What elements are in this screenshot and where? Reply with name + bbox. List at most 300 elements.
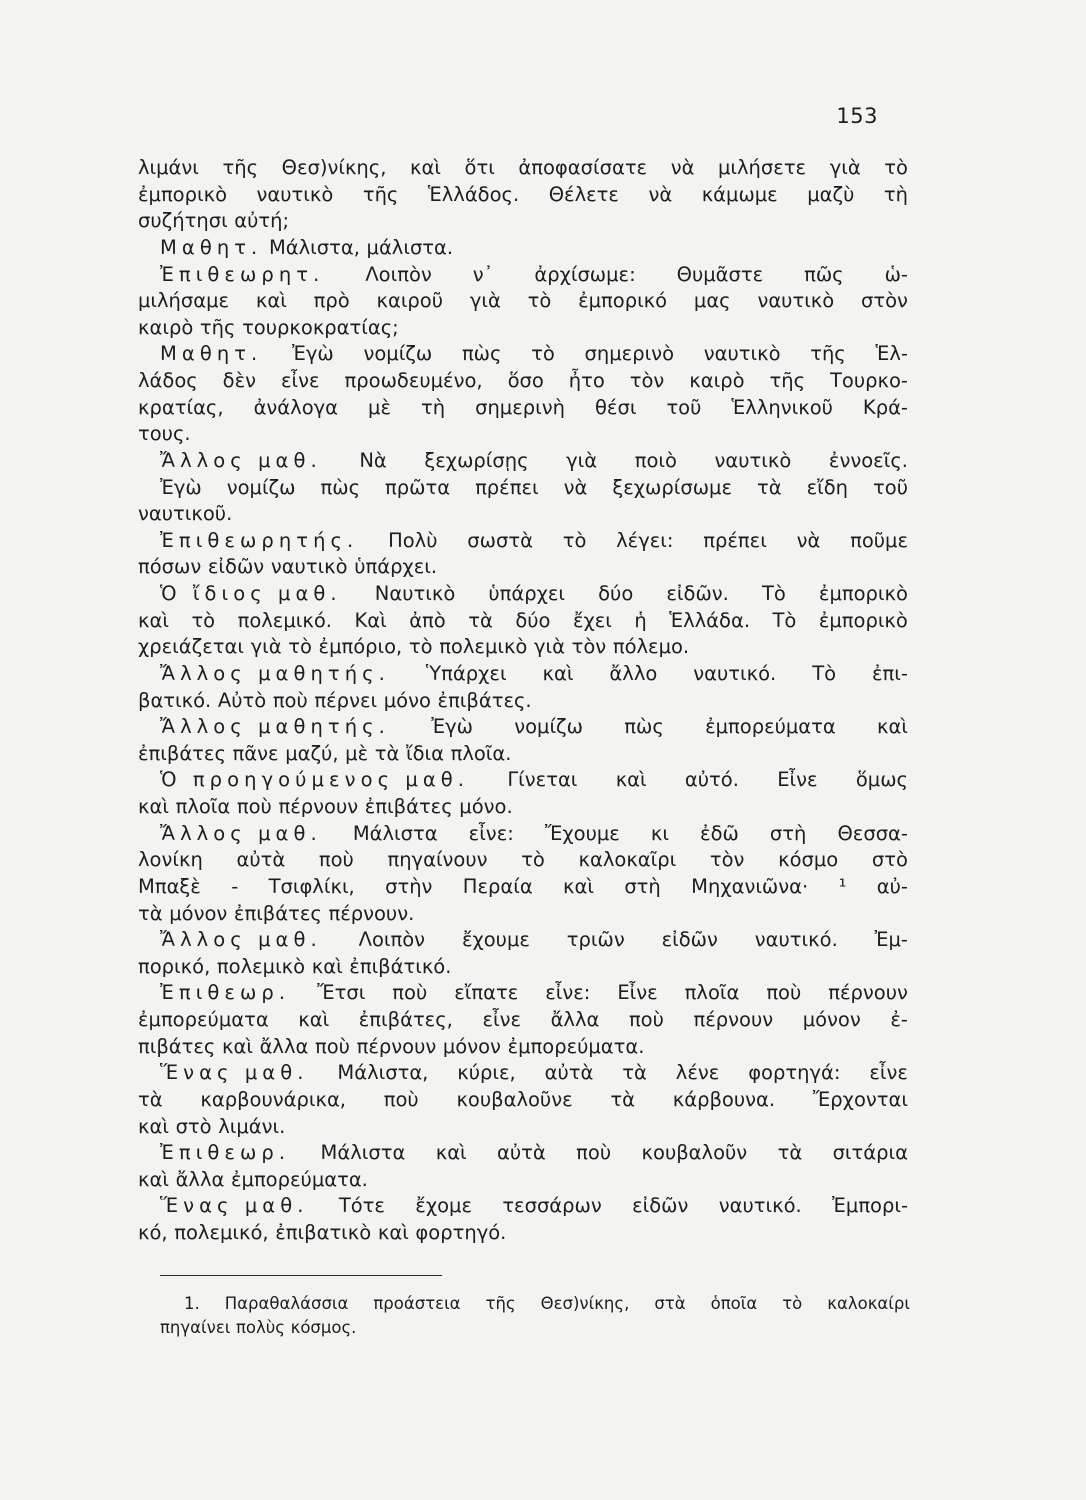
speaker-label: Ἄλλος μαθ. xyxy=(160,448,322,472)
word: αὐτό. xyxy=(684,768,739,792)
word: ἀπὸ xyxy=(409,608,446,632)
word: μας xyxy=(693,289,731,313)
word: Ἐμ- xyxy=(874,928,908,952)
word: Τότε xyxy=(338,1194,385,1218)
word: κύριε, xyxy=(457,1061,516,1085)
word: καὶ xyxy=(311,954,343,978)
text-line xyxy=(138,1193,908,1220)
word: τουρκοκρατίας; xyxy=(242,315,399,339)
word: ποὺ xyxy=(318,848,354,872)
text-line xyxy=(138,182,908,209)
word: μόνο. xyxy=(459,795,513,818)
word: κόσμο xyxy=(778,848,839,872)
word: στὴν xyxy=(385,874,433,898)
word: ἐδῶ xyxy=(700,821,739,845)
word: τῆς xyxy=(362,182,399,206)
speaker-label: Ὁ ἴδιος μαθ. xyxy=(160,582,342,605)
word: ἀνάλογα xyxy=(253,395,339,419)
word: τὰ xyxy=(610,1087,635,1111)
text-line xyxy=(138,315,908,342)
text-line xyxy=(138,235,908,262)
body-text xyxy=(138,155,908,1247)
word: ἄλλα xyxy=(259,1034,309,1058)
text-line xyxy=(138,208,908,235)
text-line xyxy=(138,475,908,502)
word: ν᾽ xyxy=(472,262,494,286)
word: Μάλιστα, xyxy=(337,1061,429,1085)
word: ποὺ xyxy=(628,1008,664,1031)
text-line xyxy=(138,634,908,661)
word: τὸ xyxy=(527,289,552,313)
word: πέρνει xyxy=(314,688,378,712)
word: γιὰ xyxy=(534,635,565,659)
word: Μάλιστα xyxy=(352,821,438,845)
word: τὸ xyxy=(191,608,216,632)
word: Μάλιστα xyxy=(320,1141,406,1165)
speaker-label: Ἄλλος μαθ. xyxy=(160,928,322,952)
word: εἰδῶν xyxy=(207,555,265,579)
word: ξεχωρίσῃς xyxy=(424,448,529,472)
word: χρειάζεται xyxy=(138,635,244,659)
speaker-label: Ἕνας μαθ. xyxy=(160,1194,309,1218)
word: καὶ xyxy=(877,715,908,739)
word: δὲν xyxy=(222,369,257,392)
word: πρέπει xyxy=(475,475,539,499)
word: νὰ xyxy=(563,475,588,499)
word: τῆς xyxy=(769,369,806,392)
word: ξεχωρίσωμε xyxy=(612,475,732,499)
text-line xyxy=(138,1220,908,1247)
word: μαζὺ xyxy=(807,182,855,206)
word: τὸν xyxy=(629,369,665,392)
word: καὶ xyxy=(435,1141,467,1165)
word: ναυτικό. xyxy=(754,928,838,952)
word: πόσων xyxy=(138,555,202,579)
word: νὰ xyxy=(796,528,821,552)
word: καὶ xyxy=(563,874,594,898)
word: νομίζω xyxy=(363,342,433,366)
word: εἶνε xyxy=(869,1061,908,1085)
word: στὰ xyxy=(654,1294,686,1313)
word: Ναυτικὸ xyxy=(374,582,456,605)
word: Τὸ xyxy=(812,661,837,685)
word: ἴδια xyxy=(405,741,444,765)
word: λιμάνι xyxy=(138,156,199,179)
text-line xyxy=(138,767,908,794)
text-line xyxy=(138,1060,908,1087)
word: λένε xyxy=(675,1061,720,1085)
word: πέρνουν. xyxy=(328,901,415,925)
word: Εἶνε xyxy=(777,768,818,792)
text-line xyxy=(138,741,908,768)
word: εἶνε: xyxy=(545,981,591,1005)
word: εἴδη xyxy=(806,475,849,499)
word: δύο xyxy=(515,608,551,632)
word: τοῦ xyxy=(666,395,702,419)
word: τὸ xyxy=(521,848,545,872)
word: μόνον xyxy=(442,1034,501,1058)
word: ἐπιβάτες, xyxy=(358,1008,453,1031)
word: καὶ xyxy=(138,608,169,632)
word: ναυτικὸ xyxy=(757,289,835,313)
word: ποῦμε xyxy=(850,528,908,552)
word: ναυτικὸ xyxy=(256,182,334,206)
word: καὶ xyxy=(222,1034,253,1058)
text-line xyxy=(138,581,908,608)
word: ὑπάρχει xyxy=(488,582,566,605)
text-line xyxy=(138,1140,908,1167)
word: φορτηγό. xyxy=(415,1221,507,1244)
word: μὲ xyxy=(345,741,369,765)
word: ἐμπορεύματα xyxy=(138,1008,269,1031)
text-line xyxy=(138,554,908,581)
word: ποὺ xyxy=(315,1034,350,1058)
word: ἀποφασίσατε xyxy=(518,156,648,179)
word: Ἐγὼ xyxy=(160,475,202,499)
word: εἰδῶν xyxy=(661,928,718,952)
word: Παραθαλάσσια xyxy=(224,1294,349,1313)
word: μιλήσετε xyxy=(718,156,807,179)
word: λονίκη xyxy=(138,848,203,872)
text-line xyxy=(138,262,908,289)
word: καὶ xyxy=(410,156,441,179)
speaker-label: Ἐπιθεωρητ. xyxy=(160,262,325,286)
speaker-label: Ἐπιθεωρητής. xyxy=(160,528,359,552)
word: μόνον xyxy=(802,1008,861,1031)
speaker-label: Μαθητ. xyxy=(160,235,263,259)
text-line xyxy=(138,688,908,715)
word: πῶς xyxy=(804,262,844,286)
word: τὸν xyxy=(571,635,607,659)
word: τῆς xyxy=(485,1294,516,1313)
word: τὰ xyxy=(468,608,493,632)
footnotes xyxy=(160,1292,910,1340)
word: καὶ xyxy=(542,661,574,685)
word: Ἔτσι xyxy=(317,981,366,1005)
word: νομίζω xyxy=(514,715,583,739)
word: μὲ xyxy=(368,395,391,419)
word: Θυμᾶστε xyxy=(676,262,764,286)
word: ἐμπορικὸ xyxy=(138,182,228,206)
word: πρὸ xyxy=(313,289,350,313)
word: τριῶν xyxy=(566,928,625,952)
word: Ἑλλάδος. xyxy=(427,182,520,206)
word: τὰ xyxy=(138,1087,163,1111)
word: πηγαίνουν xyxy=(387,848,488,872)
word: κάρβουνα. xyxy=(672,1087,776,1111)
word: Θεσ)νίκης, xyxy=(281,156,387,179)
word: ἐπιβάτες xyxy=(364,795,453,818)
word: πέρνουν xyxy=(278,795,359,818)
text-line xyxy=(138,874,908,901)
word: ἐπιβατικὸ xyxy=(275,1221,372,1244)
word: καὶ xyxy=(298,1008,330,1031)
word: ἐμπορεύματα. xyxy=(231,1167,368,1191)
word: κρατίας, xyxy=(138,395,224,419)
word: Καὶ xyxy=(354,608,387,632)
word: γιὰ xyxy=(250,635,282,659)
word: Τουρκο- xyxy=(830,369,908,392)
word: τὴ xyxy=(883,182,908,206)
footnote-divider xyxy=(160,1275,442,1276)
word: καὶ xyxy=(255,289,287,313)
word: λάδος xyxy=(138,369,198,392)
word: αὐ- xyxy=(876,874,908,898)
text-line xyxy=(138,448,908,475)
word: πηγαίνει xyxy=(160,1318,231,1337)
word: μιλήσαμε xyxy=(138,289,230,313)
word: Τὸ xyxy=(772,608,797,632)
text-line xyxy=(138,901,908,928)
word: προάστεια xyxy=(373,1294,461,1313)
word: ἐπι- xyxy=(872,661,908,685)
word: τὴ xyxy=(420,395,446,419)
word: στὸ xyxy=(871,848,908,872)
word: δύο xyxy=(598,582,634,605)
word: τὰ xyxy=(374,741,400,765)
word: εἰδῶν. xyxy=(666,582,729,605)
word: εἶνε xyxy=(280,369,320,392)
word: Θεσσα- xyxy=(837,821,908,845)
word: αὐτὰ xyxy=(497,1141,546,1165)
word: ἄλλα xyxy=(550,1008,600,1031)
word: Περαία xyxy=(462,874,533,898)
word: Μηχανιῶνα· xyxy=(691,874,809,898)
word: ἐμπορικὸ xyxy=(818,582,908,605)
word: πόλεμο. xyxy=(612,635,690,659)
word: Ἐμπορι- xyxy=(832,1194,908,1218)
word: εἶνε: xyxy=(468,821,514,845)
word: συζήτησι xyxy=(138,209,228,233)
text-line xyxy=(138,501,908,528)
word: στὴ xyxy=(624,874,661,898)
word: πολεμικὸ xyxy=(216,954,306,978)
word: σωστὰ xyxy=(467,528,533,552)
word: Ἑλληνικοῦ xyxy=(731,395,833,419)
word: καιρὸ xyxy=(689,369,745,392)
word: καὶ xyxy=(138,795,169,818)
word: προωδευμένο, xyxy=(344,369,483,392)
word: τὰ xyxy=(138,901,163,925)
word: πέρνουν xyxy=(356,1034,437,1058)
text-line xyxy=(138,528,908,555)
word: ἐμπόριο, xyxy=(318,635,403,659)
word: ἐπιβάτες. xyxy=(437,688,532,712)
text-line xyxy=(138,980,908,1007)
word: τὸ xyxy=(531,342,555,366)
word: πλοῖα. xyxy=(450,741,512,765)
word: πιβάτες xyxy=(138,1034,216,1058)
word: ἐμπορεύματα. xyxy=(507,1034,645,1058)
word: μόνον xyxy=(169,901,228,925)
word: αὐτὰ xyxy=(544,1061,594,1085)
word: νομίζω xyxy=(226,475,296,499)
word: - xyxy=(231,874,239,898)
speaker-label: Ἐπιθεωρ. xyxy=(160,1141,291,1165)
word: λιμάνι. xyxy=(218,1114,286,1138)
word: Νὰ xyxy=(359,448,387,472)
text-line xyxy=(138,368,908,395)
word: πολεμικό, xyxy=(174,1221,269,1244)
word: τοῦ xyxy=(873,475,908,499)
word: πρέπει xyxy=(703,528,767,552)
word: ἐπιβάτες xyxy=(233,901,322,925)
word: Ὑπάρχει xyxy=(425,661,507,685)
text-line xyxy=(138,847,908,874)
word: μαζύ, xyxy=(285,741,339,765)
text-line xyxy=(138,794,908,821)
word: τὸ xyxy=(288,635,312,659)
word: ποὺ xyxy=(383,1087,419,1111)
text-line xyxy=(138,608,908,635)
text-line xyxy=(138,1114,908,1141)
word: τεσσάρων xyxy=(502,1194,602,1218)
word: αὐτή; xyxy=(234,209,290,233)
word: κουβαλοῦν xyxy=(641,1141,748,1165)
word: Τσιφλίκι, xyxy=(268,874,355,898)
word: στὸ xyxy=(175,1114,212,1138)
word: ποὺ xyxy=(236,795,272,818)
word: ἦτο xyxy=(568,369,605,392)
text-line xyxy=(138,661,908,688)
word: τὰ xyxy=(756,475,782,499)
word: κό, xyxy=(138,1221,168,1244)
word: νὰ xyxy=(648,182,673,206)
word: Λοιπὸν xyxy=(365,262,432,286)
word: σιτάρια xyxy=(832,1141,908,1165)
word: ¹ xyxy=(838,874,847,898)
word: σημερινὴ xyxy=(475,395,565,419)
word: ναυτικὸ xyxy=(714,448,792,472)
word: τὸ xyxy=(408,635,433,659)
word: κόσμος. xyxy=(290,1318,357,1337)
word: Μάλιστα, xyxy=(268,235,360,259)
word: φορτηγά: xyxy=(748,1061,841,1085)
word: θέσι xyxy=(595,395,637,419)
word: πολὺς xyxy=(235,1318,285,1337)
word: ναυτικὸ xyxy=(270,555,348,579)
word: ἐμπορικό xyxy=(578,289,668,313)
word: ναυτικό. xyxy=(693,661,777,685)
word: σημερινὸ xyxy=(584,342,674,366)
word: κι xyxy=(650,821,669,845)
word: ποὺ xyxy=(766,981,802,1005)
word: Ἐγὼ xyxy=(431,715,473,739)
word: κάμωμε xyxy=(701,182,778,206)
speaker-label: Ὁ προηγούμενος μαθ. xyxy=(160,768,470,792)
word: στὸν xyxy=(861,289,908,313)
text-line xyxy=(138,714,908,741)
word: πορικό, xyxy=(138,954,211,978)
word: τὸν xyxy=(709,848,745,872)
word: ὅμως xyxy=(855,768,908,792)
word: 1. xyxy=(184,1294,200,1313)
word: ποὺ xyxy=(272,688,308,712)
footnote-line xyxy=(160,1292,910,1316)
word: πὼς xyxy=(624,715,664,739)
word: Ἔχουμε xyxy=(544,821,620,845)
text-line xyxy=(138,1034,908,1061)
word: εἶνε xyxy=(482,1008,522,1031)
text-line xyxy=(138,155,908,182)
text-line xyxy=(138,421,908,448)
word: μόνο xyxy=(383,688,431,712)
speaker-label: Ἄλλος μαθητής. xyxy=(160,715,390,739)
word: τὰ xyxy=(777,1141,803,1165)
word: κουβαλοῦνε xyxy=(456,1087,573,1111)
word: ποὺ xyxy=(392,981,428,1005)
word: πρῶτα xyxy=(385,475,451,499)
word: τὰ xyxy=(622,1061,647,1085)
word: καὶ xyxy=(615,768,647,792)
word: Εἶνε xyxy=(617,981,658,1005)
word: ἐπιβάτες xyxy=(138,741,226,765)
word: ἡ xyxy=(634,608,647,632)
word: πλοῖα xyxy=(684,981,740,1005)
word: Πολὺ xyxy=(388,528,438,552)
word: ναυτικό. xyxy=(718,1194,802,1218)
word: ἔχουμε xyxy=(461,928,530,952)
word: ἐμπορεύματα xyxy=(705,715,836,739)
word: ἀρχίσωμε: xyxy=(534,262,636,286)
word: πᾶνε xyxy=(232,741,279,765)
word: πολεμικό. xyxy=(237,608,332,632)
word: Ἑλ- xyxy=(875,342,908,366)
word: ναυτικὸ xyxy=(703,342,781,366)
text-line xyxy=(138,927,908,954)
word: πὼς xyxy=(320,475,361,499)
word: ἐπιβάτικό. xyxy=(349,954,452,978)
word: γιὰ xyxy=(829,156,861,179)
word: ἔχομε xyxy=(415,1194,472,1218)
word: τὸ xyxy=(562,528,587,552)
word: καλοκαίρι xyxy=(827,1294,910,1313)
word: μάλιστα. xyxy=(366,235,454,259)
word: Μπαξὲ xyxy=(138,874,201,898)
word: τῆς xyxy=(199,315,236,339)
speaker-label: Ἕνας μαθ. xyxy=(160,1061,309,1085)
word: τῆς xyxy=(810,342,846,366)
word: τῆς xyxy=(222,156,259,179)
word: τὸ xyxy=(782,1294,803,1313)
word: Θέλετε xyxy=(548,182,619,206)
text-line xyxy=(138,1087,908,1114)
speaker-label: Μαθητ. xyxy=(160,342,263,366)
word: τους. xyxy=(138,422,191,446)
text-line xyxy=(138,288,908,315)
word: Ἑλλάδα. xyxy=(669,608,751,632)
word: αὐτὰ xyxy=(236,848,286,872)
word: βατικό. xyxy=(138,688,212,712)
word: Θεσ)νίκης, xyxy=(540,1294,630,1313)
text-line xyxy=(138,341,908,368)
word: Τὸ xyxy=(761,582,786,605)
word: καιροῦ xyxy=(376,289,444,313)
word: πὼς xyxy=(461,342,502,366)
text-line xyxy=(138,821,908,848)
word: λέγει: xyxy=(616,528,674,552)
word: πέρνουν xyxy=(693,1008,774,1031)
footnote-line xyxy=(160,1316,910,1340)
word: γιὰ xyxy=(469,289,501,313)
speaker-label: Ἐπιθεωρ. xyxy=(160,981,291,1005)
word: Αὐτὸ xyxy=(217,688,267,712)
word: ὡ- xyxy=(884,262,908,286)
page-number: 153 xyxy=(836,104,878,128)
word: καὶ xyxy=(377,1221,409,1244)
text-line xyxy=(138,1167,908,1194)
word: ὁποῖα xyxy=(710,1294,758,1313)
